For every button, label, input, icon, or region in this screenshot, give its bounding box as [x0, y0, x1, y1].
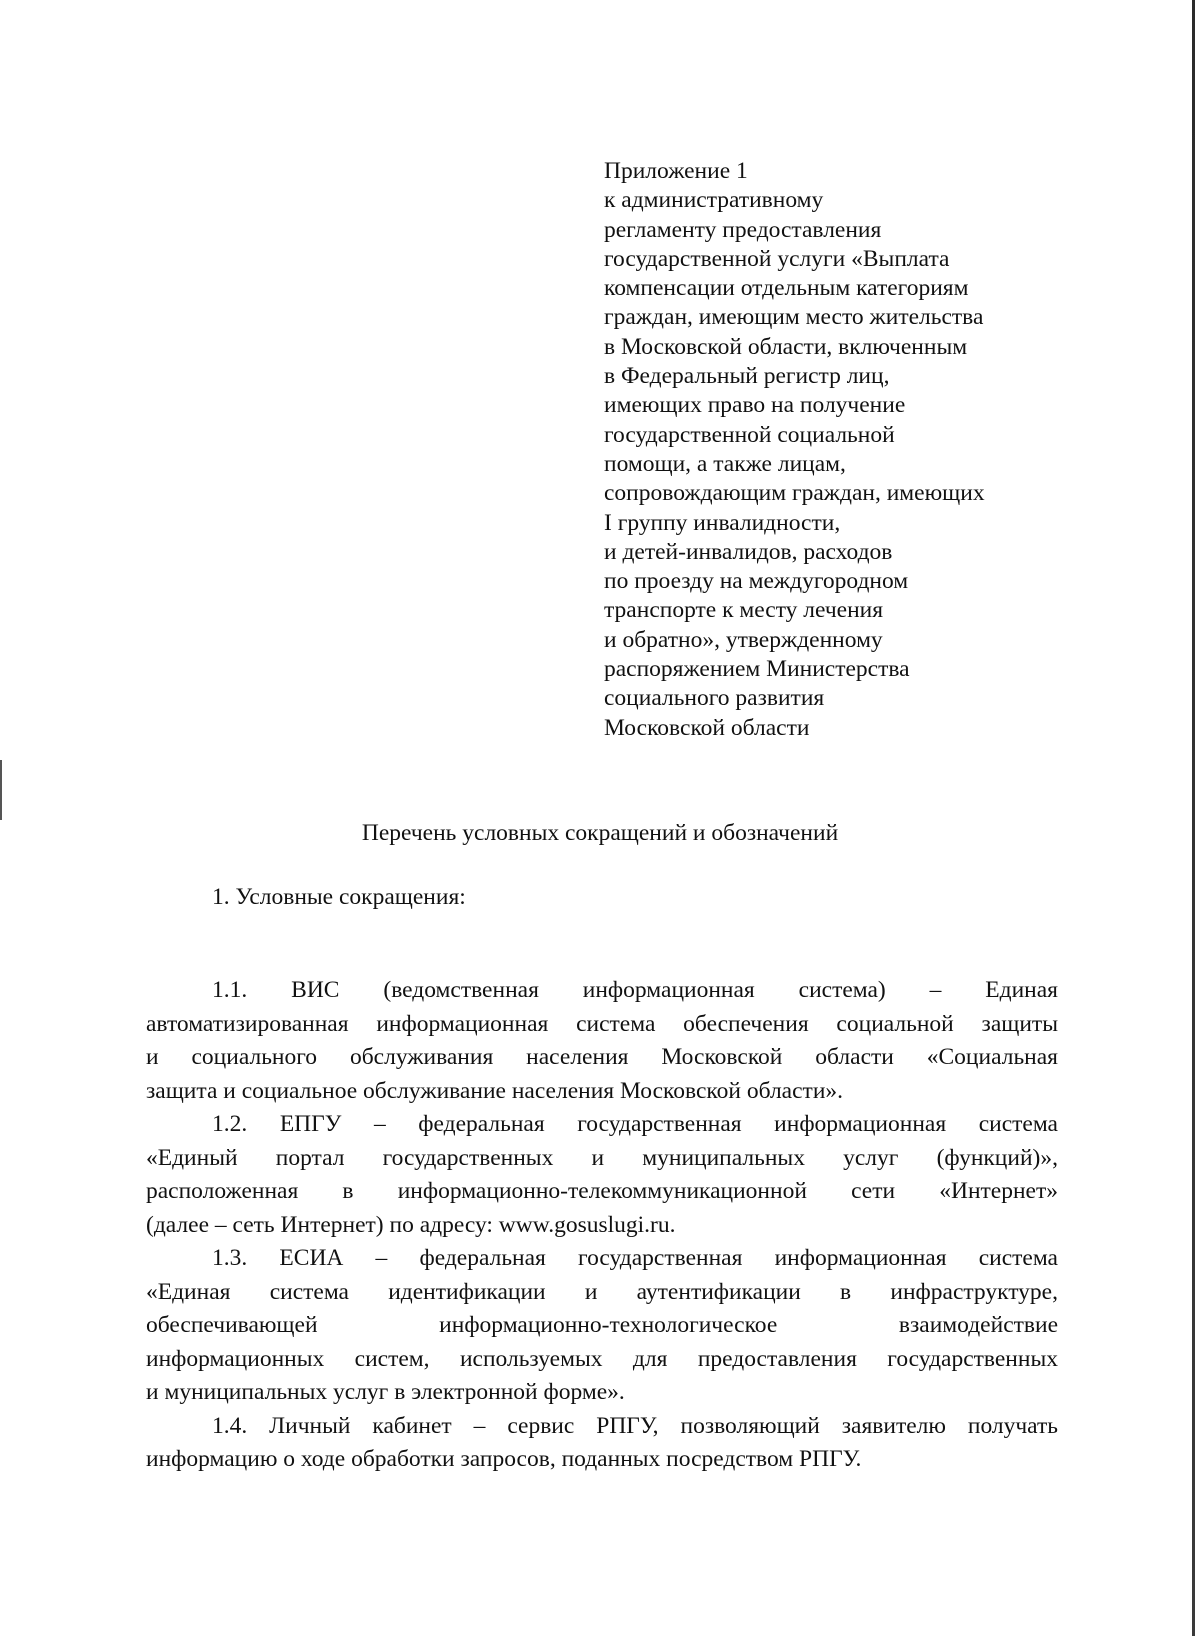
paragraph-line: и социального обслуживания населения Московской области «Социальная — [146, 1044, 1058, 1070]
appendix-line: государственной услуги «Выплата — [604, 245, 950, 272]
paragraph-1-3 — [146, 1242, 1058, 1410]
heading-text: Перечень условных сокращений и обозначений — [361, 820, 839, 846]
paragraph-line: информацию о ходе обработки запросов, поданных посредством РПГУ. — [146, 1446, 862, 1472]
paragraph-line: «Единая система идентификации и аутентификации в инфраструктуре, — [146, 1278, 1058, 1305]
appendix-line: в Московской области, включенным — [604, 333, 968, 360]
body-text — [146, 974, 1058, 1477]
paragraph-line: 1.2. ЕПГУ – федеральная государственная информационная система — [212, 1111, 1058, 1137]
appendix-line: распоряжением Министерства — [604, 656, 910, 683]
appendix-line: Приложение 1 — [604, 158, 748, 184]
paragraph-line: 1.3. ЕСИА – федеральная государственная информационная система — [212, 1245, 1058, 1271]
appendix-line: по проезду на междугородном — [604, 568, 909, 595]
paragraph-line: 1.4. Личный кабинет – сервис РПГУ, позволяющий заявителю получать — [212, 1412, 1058, 1439]
paragraph-line: защита и социальное обслуживание населения Московской области». — [146, 1077, 844, 1104]
paragraph-line: информационных систем, используемых для предоставления государственных — [146, 1345, 1058, 1372]
appendix-line: имеющих право на получение — [604, 392, 906, 419]
appendix-line: I группу инвалидности, — [604, 509, 841, 536]
appendix-line: транспорте к месту лечения — [604, 597, 884, 624]
paragraph-line: расположенная в информационно-телекоммуникационной сети «Интернет» — [146, 1178, 1058, 1204]
appendix-line: и детей-инвалидов, расходов — [604, 538, 893, 565]
appendix-line: государственной социальной — [604, 421, 895, 448]
section-title: 1. Условные сокращения: — [212, 884, 466, 910]
paragraph-line: (далее – сеть Интернет) по адресу: www.gosuslugi.ru. — [146, 1211, 676, 1238]
document-heading — [0, 818, 1200, 848]
appendix-line: Московской области — [604, 714, 810, 741]
scan-edge-mark — [0, 760, 2, 820]
paragraph-1-2 — [146, 1108, 1058, 1242]
paragraph-line: и муниципальных услуг в электронной форме». — [146, 1379, 625, 1405]
appendix-line: граждан, имеющим место жительства — [604, 304, 984, 331]
appendix-line: социального развития — [604, 685, 825, 712]
paragraph-line: обеспечивающей информационно-технологическое взаимодействие — [146, 1312, 1058, 1338]
paragraph-1-1 — [146, 974, 1058, 1108]
appendix-line: регламенту предоставления — [604, 216, 882, 243]
appendix-line: помощи, а также лицам, — [604, 450, 846, 477]
appendix-line: к административному — [604, 187, 824, 214]
appendix-line: в Федеральный регистр лиц, — [604, 363, 890, 390]
paragraph-line: «Единый портал государственных и муниципальных услуг (функций)», — [146, 1144, 1058, 1171]
appendix-line: и обратно», утвержденному — [604, 626, 883, 653]
appendix-block — [604, 157, 1054, 743]
paragraph-1-4 — [146, 1410, 1058, 1477]
paragraph-line: автоматизированная информационная система обеспечения социальной защиты — [146, 1010, 1058, 1037]
appendix-line: сопровождающим граждан, имеющих — [604, 480, 985, 507]
appendix-line: компенсации отдельным категориям — [604, 275, 969, 302]
paragraph-line: 1.1. ВИС (ведомственная информационная система) – Единая — [212, 977, 1058, 1003]
